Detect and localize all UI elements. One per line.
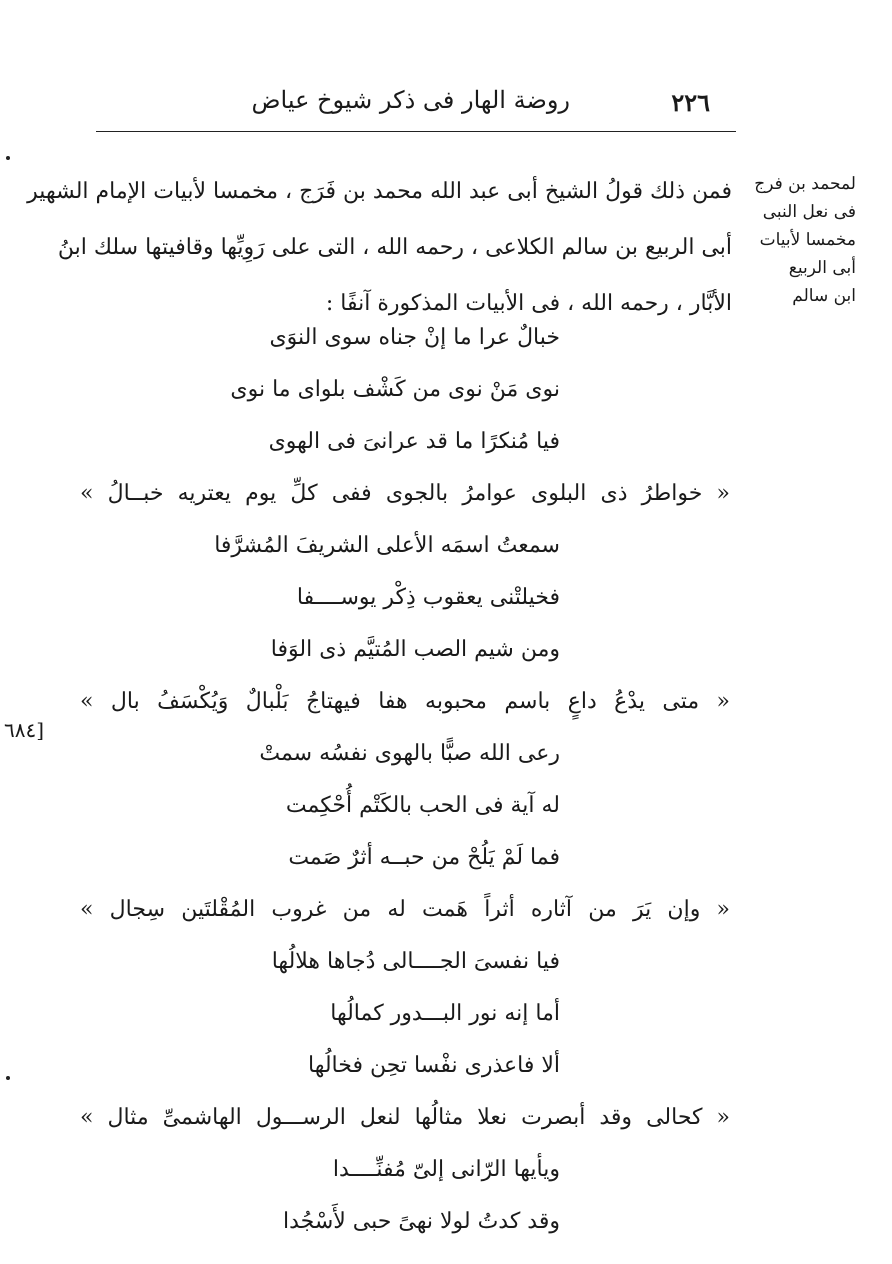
- folio-marker: [٦٨٤: [4, 718, 45, 742]
- margin-note-line: لمحمد بن فرج: [754, 174, 856, 194]
- poem-verse-line: نوى مَنْ نوى من كَشْف بلواى ما نوى: [230, 377, 560, 402]
- margin-note-line: أبى الربيع: [788, 258, 856, 278]
- margin-dot: [6, 156, 10, 160]
- poem-verse-line: فخيلتْنى يعقوب ذِكْر يوســــفا: [296, 585, 560, 610]
- poem-verse-line: له آية فى الحب بالكَتْم أُحْكِمت: [285, 793, 560, 818]
- margin-note: [748, 170, 856, 310]
- poem-refrain-line: « وإن يَرَ من آثاره أثراً هَمت له من غروب المُقْلتَين سِجال »: [80, 897, 730, 922]
- intro-paragraph: [27, 164, 732, 332]
- header-rule: [96, 131, 736, 132]
- poem-verse-line: رعى الله صبًّا بالهوى نفسُه سمتْ: [259, 741, 560, 766]
- intro-line: فمن ذلك قولُ الشيخ أبى عبد الله محمد بن فَرَج ، مخمسا لأبيات الإمام الشهير: [27, 179, 732, 204]
- margin-note-line: ابن سالم: [792, 286, 856, 306]
- intro-line: الأبَّار ، رحمه الله ، فى الأبيات المذكورة آنفًا :: [325, 291, 732, 316]
- poem-verse-line: فيا نفسىَ الجــــالى دُجاها هلالُها: [271, 949, 560, 974]
- poem-verse-line: ومن شيم الصب المُتيَّم ذى الوَفا: [270, 637, 560, 662]
- margin-note-line: فى نعل النبى: [762, 202, 856, 222]
- poem-refrain-line: « خواطرُ ذى البلوى عوامرُ بالجوى ففى كلِّ يوم يعتريه خبــالُ »: [80, 481, 730, 506]
- poem-refrain-line: « كحالى وقد أبصرت نعلا مثالُها لنعل الرســـول الهاشمىِّ مثال »: [80, 1105, 730, 1130]
- poem-refrain-line: « متى يدْعُ داعٍ باسم محبوبه هفا فيهتاجُ بَلْبالٌ وَيُكْسَفُ بال »: [80, 689, 730, 714]
- poem: [80, 312, 730, 1248]
- running-header-title: روضة الهار فى ذكر شيوخ عياض: [251, 86, 570, 114]
- poem-verse-line: أما إنه نور البـــدور كمالُها: [330, 1001, 560, 1026]
- poem-verse-line: فيا مُنكرًا ما قد عرانىَ فى الهوى: [268, 429, 560, 454]
- poem-verse-line: ويأيها الرّانى إلىّ مُفنِّــــدا: [332, 1157, 560, 1182]
- page-number: ٢٢٦: [671, 88, 710, 117]
- margin-dot: [6, 1076, 10, 1080]
- intro-line: أبى الربيع بن سالم الكلاعى ، رحمه الله ، التى على رَوِيِّها وقافيتها سلك ابنُ: [57, 235, 732, 260]
- poem-verse-line: ألا فاعذرى نفْسا تحِن فخالُها: [308, 1053, 560, 1078]
- poem-verse-line: فما لَمْ يَلُحْ من حبــه أثرٌ صَمت: [288, 845, 560, 870]
- margin-note-line: مخمسا لأبيات: [759, 230, 856, 250]
- poem-verse-line: وقد كدتُ لولا نهىً حبى لأَسْجُدا: [282, 1209, 560, 1234]
- poem-verse-line: سمعتُ اسمَه الأعلى الشريفَ المُشرَّفا: [214, 533, 560, 558]
- poem-verse-line: خبالٌ عرا ما إنْ جناه سوى النوَى: [269, 325, 560, 350]
